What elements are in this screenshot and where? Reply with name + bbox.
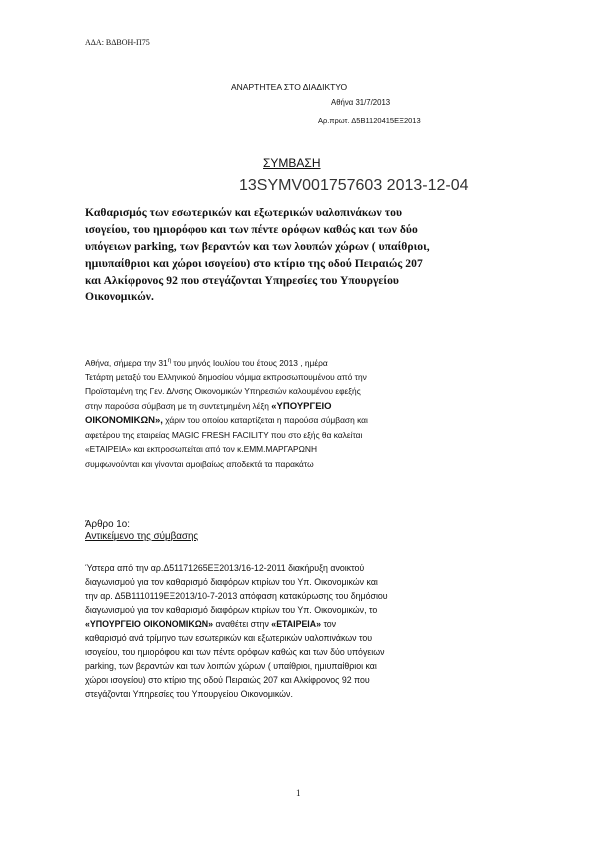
- ministry-name-bold: «ΥΠΟΥΡΓΕΙΟ ΟΙΚΟΝΟΜΙΚΩΝ»: [85, 619, 214, 629]
- publish-notice: ΑΝΑΡΤΗΤΕΑ ΣΤΟ ΔΙΑΔΙΚΤΥΟ: [231, 82, 348, 92]
- article-body-line: ισογείου, του ημιορόφου και των πέντε ορόφων καθώς και των δύο υπόγειων: [85, 647, 385, 657]
- intro-line: [85, 401, 332, 412]
- article-body-line: χώροι ισογείου) στο κτίριο της οδού Πειραιώς 207 και Αλκίφρονος 92 που: [85, 675, 370, 685]
- subject-title-line: Καθαρισμός των εσωτερικών και εξωτερικών υαλοπινάκων του: [85, 206, 403, 219]
- article-subject: Αντικείμενο της σύμβασης: [85, 531, 199, 542]
- article-body-line: διαγωνισμού για τον καθαρισμό διαφόρων κτιρίων του Υπ. Οικονομικών και: [85, 577, 378, 587]
- intro-line: αφετέρου της εταιρείας MAGIC FRESH FACILITY που στο εξής θα καλείται: [85, 430, 363, 440]
- subject-title-line: Οικονομικών.: [85, 290, 154, 303]
- article-body-line: Ύστερα από την αρ.Δ51171265ΕΞ2013/16-12-2011 διακήρυξη ανοικτού: [85, 563, 365, 573]
- intro-line: Προϊσταμένη της Γεν. Δ/νσης Οικονομικών Υπηρεσιών καλουμένου εφεξής: [85, 386, 361, 396]
- subject-title-line: και Αλκίφρονος 92 που στεγάζονται Υπηρεσίες του Υπουργείου: [85, 274, 399, 287]
- article-body-line: διαγωνισμού για τον καθαρισμό διαφόρων κτιρίων του Υπ. Οικονομικών, το: [85, 605, 378, 615]
- subject-title-line: ημιυπαίθριοι και χώροι ισογείου) στο κτίριο της οδού Πειραιώς 207: [85, 257, 423, 270]
- contract-title: ΣΥΜΒΑΣΗ: [263, 156, 321, 170]
- ministry-name-bold: «ΥΠΟΥΡΓΕΙΟ: [271, 401, 332, 412]
- ministry-name-bold: ΟΙΚΟΝΟΜΙΚΩΝ»,: [85, 415, 163, 426]
- article-body-line: την αρ. Δ5Β1110119ΕΞ2013/10-7-2013 απόφαση κατακύρωσης του δημόσιου: [85, 591, 388, 601]
- article-text: αναθέτει στην: [213, 619, 272, 629]
- protocol-number: Αρ.πρωτ. Δ5Β1120415ΕΞ2013: [318, 116, 421, 125]
- ada-code: ΑΔΑ: ΒΔΒΟΗ-Π75: [85, 38, 150, 47]
- article-body-line: parking, των βεραντών και των λοιπών χώρων ( υπαίθριοι, ημιυπαίθριοι και: [85, 661, 377, 671]
- intro-line: συμφωνούνται και γίνονται αμοιβαίως αποδεκτά τα παρακάτω: [85, 459, 314, 469]
- contract-code: 13SYMV001757603 2013-12-04: [239, 177, 469, 194]
- intro-text: χάριν του οποίου καταρτίζεται η παρούσα σύμβαση και: [162, 415, 368, 425]
- intro-line: «ΕΤΑΙΡΕΙΑ» και εκπροσωπείται από τον κ.ΕΜΜ.ΜΑΡΓΑΡΩΝΗ: [85, 444, 318, 454]
- intro-superscript: η: [167, 358, 172, 365]
- article-text: τον: [321, 619, 337, 629]
- company-name-bold: «ΕΤΑΙΡΕΙΑ»: [271, 619, 321, 629]
- document-date: Αθήνα 31/7/2013: [331, 98, 391, 107]
- article-body-line: στεγάζονται Υπηρεσίες του Υπουργείου Οικονομικών.: [85, 689, 293, 699]
- intro-text: του μηνός Ιουλίου του έτους 2013 , ημέρα: [171, 358, 328, 368]
- article-body-line: καθαρισμό ανά τρίμηνο των εσωτερικών και εξωτερικών υαλοπινάκων του: [85, 633, 373, 643]
- intro-text: Αθήνα, σήμερα την 31: [85, 358, 168, 368]
- article-body-line: [85, 619, 336, 629]
- subject-title-line: υπόγειων parking, των βεραντών και των λουπών χώρων ( υπαίθριοι,: [85, 240, 430, 253]
- intro-text: στην παρούσα σύμβαση με τη συντετμημένη λέξη: [85, 401, 269, 411]
- intro-line: [85, 358, 328, 368]
- page-number: 1: [296, 788, 301, 798]
- article-heading: Άρθρο 1ο:: [85, 519, 130, 530]
- intro-line: [85, 415, 368, 426]
- intro-line: Τετάρτη μεταξύ του Ελληνικού δημοσίου νόμιμα εκπροσωπουμένου από την: [85, 372, 367, 382]
- subject-title-line: ισογείου, του ημιορόφου και των πέντε ορόφων καθώς και των δύο: [85, 223, 418, 236]
